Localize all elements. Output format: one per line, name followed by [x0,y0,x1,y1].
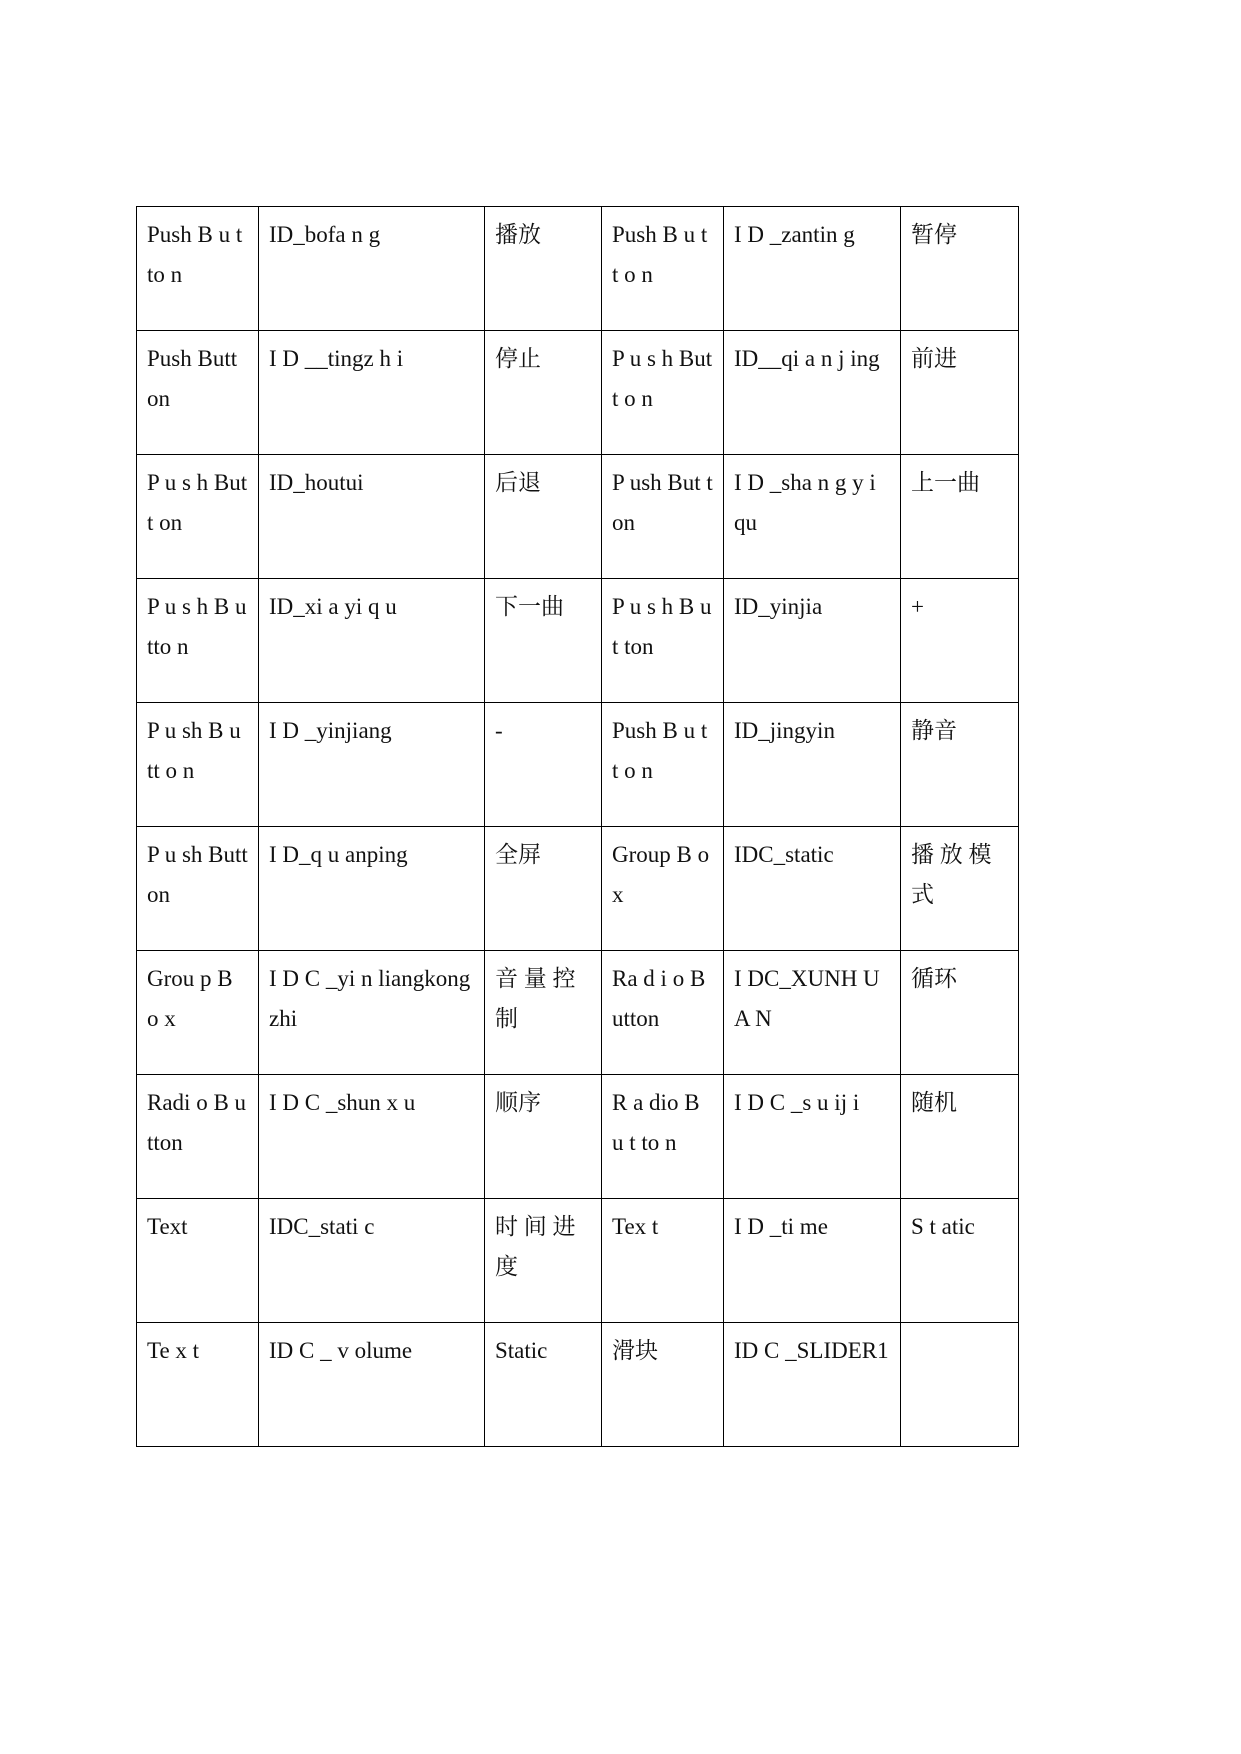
table-cell: + [901,579,1019,703]
table-cell: 全屏 [485,827,602,951]
table-cell: IDC_stati c [259,1199,485,1323]
table-cell: P u sh Button [137,827,259,951]
table-cell: Static [485,1323,602,1447]
control-id-table-body [137,207,1019,1447]
table-cell: Tex t [602,1199,724,1323]
table-cell: 播 放 模 式 [901,827,1019,951]
table-row [137,579,1019,703]
table-cell: 时 间 进 度 [485,1199,602,1323]
table-cell: 音 量 控 制 [485,951,602,1075]
table-cell [901,1323,1019,1447]
table-cell: Grou p B o x [137,951,259,1075]
table-cell: ID_yinjia [724,579,901,703]
table-row [137,1075,1019,1199]
table-cell: 下一曲 [485,579,602,703]
table-cell: Radi o B utton [137,1075,259,1199]
table-cell: I D _yinjiang [259,703,485,827]
table-cell: Push B u tt o n [602,703,724,827]
table-cell: 静音 [901,703,1019,827]
table-cell: 后退 [485,455,602,579]
table-row [137,455,1019,579]
table-cell: P u s h But t on [137,455,259,579]
table-cell: P u s h Butt o n [602,331,724,455]
table-cell: ID_bofa n g [259,207,485,331]
table-cell: I D_q u anping [259,827,485,951]
table-cell: I D _sha n g y i qu [724,455,901,579]
table-cell: 顺序 [485,1075,602,1199]
table-cell: - [485,703,602,827]
table-row [137,207,1019,331]
table-cell: I D _ti me [724,1199,901,1323]
table-cell: 随机 [901,1075,1019,1199]
table-cell: I D __tingz h i [259,331,485,455]
table-cell: Group B o x [602,827,724,951]
table-row [137,1199,1019,1323]
table-row [137,951,1019,1075]
table-cell: I DC_XUNH U A N [724,951,901,1075]
table-cell: 滑块 [602,1323,724,1447]
table-cell: P u s h B u t ton [602,579,724,703]
table-cell: Push Button [137,331,259,455]
table-cell: 停止 [485,331,602,455]
table-row [137,1323,1019,1447]
table-cell: 上一曲 [901,455,1019,579]
table-cell: P u s h B utto n [137,579,259,703]
table-cell: ID_jingyin [724,703,901,827]
table-cell: S t atic [901,1199,1019,1323]
table-cell: ID_houtui [259,455,485,579]
table-cell: 前进 [901,331,1019,455]
table-cell: 播放 [485,207,602,331]
table-cell: 暂停 [901,207,1019,331]
table-cell: ID C _SLIDER1 [724,1323,901,1447]
table-cell: Te x t [137,1323,259,1447]
table-cell: Push B u t t o n [602,207,724,331]
control-id-table [136,206,1019,1447]
table-cell: ID_xi a yi q u [259,579,485,703]
table-cell: Text [137,1199,259,1323]
table-cell: I D C _s u ij i [724,1075,901,1199]
table-cell: R a dio B u t to n [602,1075,724,1199]
table-cell: IDC_static [724,827,901,951]
table-cell: ID__qi a n j ing [724,331,901,455]
table-cell: Ra d i o Button [602,951,724,1075]
table-cell: I D C _shun x u [259,1075,485,1199]
table-cell: 循环 [901,951,1019,1075]
table-cell: I D C _yi n liangkongzhi [259,951,485,1075]
table-row [137,827,1019,951]
table-row [137,703,1019,827]
table-cell: Push B u tto n [137,207,259,331]
table-cell: P ush But t on [602,455,724,579]
table-cell: P u sh B u tt o n [137,703,259,827]
table-cell: ID C _ v olume [259,1323,485,1447]
table-row [137,331,1019,455]
table-cell: I D _zantin g [724,207,901,331]
